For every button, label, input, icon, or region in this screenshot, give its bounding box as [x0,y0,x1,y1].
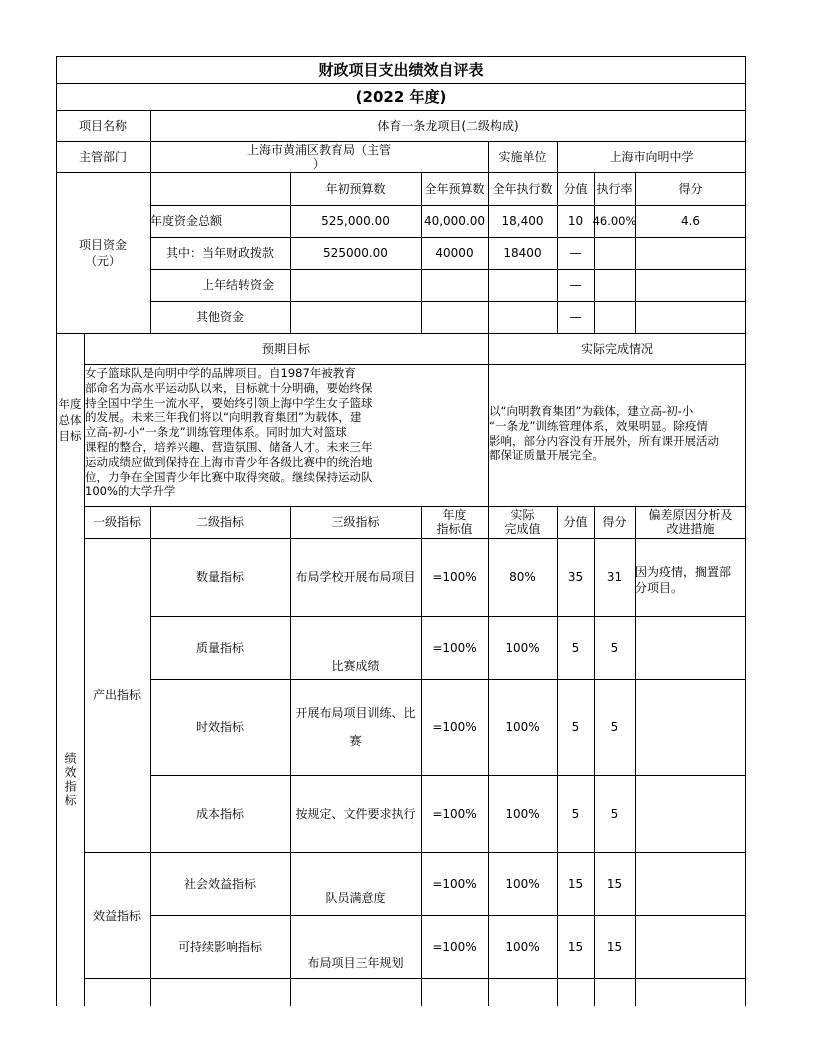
funds-row-rate [594,269,635,301]
funds-row-score-value: — [569,246,582,260]
indicators-header-score-value: 分值 [563,515,588,529]
funds-header-score: 得分 [678,181,703,196]
funds-label [56,172,150,333]
indicator-score: 5 [610,806,619,821]
indicators-side-label: 绩效指标 [63,752,77,808]
funds-row-score-value: — [569,310,582,324]
indicator-deviation-line1: 因为疫情，搁置部 [635,565,732,579]
actual-goal-header: 实际完成情况 [580,341,653,356]
indicators-header-deviation-line2: 改进措施 [666,522,715,536]
indicator-level3 [290,679,421,775]
dept-label: 主管部门 [78,149,127,164]
funds-label-line1: 项目资金 [78,237,127,252]
dept-value [150,141,488,172]
funds-row-rate: 46.00% [592,214,637,228]
indicator-actual: 100% [505,720,540,734]
expected-goal-line: 立高-初-小“一条龙”训练管理体系。同时加大对篮球 [85,425,347,440]
funds-header-rate: 执行率 [596,181,633,196]
expected-goal-text [85,366,487,505]
indicators-header-actual-line2: 完成值 [504,522,541,536]
funds-header-score-value: 分值 [563,181,588,196]
funds-header-initial: 年初预算数 [325,181,386,196]
indicator-deviation-line2: 分项目。 [635,581,684,595]
expected-goal-line: 持全国中学生一流水平，要始终引领上海中学生女子篮球 [85,395,373,410]
indicator-score-value: 15 [567,939,584,954]
funds-row-score [635,301,746,333]
funds-row-annual: 40000 [435,246,474,260]
indicator-actual: 100% [505,640,540,655]
indicator-target: =100% [432,806,477,821]
funds-row-label: 上年结转资金 [201,278,274,292]
actual-goal-line: 影响，部分内容没有开展外，所有课开展活动 [489,433,719,448]
indicator-target: =100% [432,876,477,891]
indicator-actual: 80% [509,570,536,584]
expected-goal-line: 女子篮球队是向明中学的品牌项目。自1987年被教育 [85,366,356,380]
indicator-score-value: 5 [571,640,580,655]
indicator-level2: 社会效益指标 [183,876,256,891]
project-name-label: 项目名称 [78,118,127,133]
project-name-value: 体育一条龙项目(二级构成) [377,118,519,133]
funds-row-score [635,269,746,301]
expected-goal-header: 预期目标 [261,341,310,356]
indicator-score: 15 [606,939,623,954]
indicators-header-actual [488,506,557,538]
expected-goal-line: 100%的大学升学 [85,484,176,499]
indicators-header-score: 得分 [602,515,627,529]
indicator-level3-line2: 赛 [349,734,362,748]
indicators-header-deviation-line1: 偏差原因分析及 [648,508,733,522]
actual-goal-line: 都保证质量开展完全。 [489,448,604,463]
indicator-actual: 100% [505,806,540,821]
indicators-header-level3: 三级指标 [331,515,380,529]
funds-label-line2: （元） [84,253,121,268]
indicators-header-deviation [635,506,746,538]
dept-value-line2: ） [312,156,325,171]
page-subtitle: (2022 年度) [355,87,447,106]
indicator-score-value: 35 [567,570,584,584]
funds-row-initial [290,269,421,301]
goals-side-label [56,333,84,506]
funds-row-executed [488,269,557,301]
funds-row-score [635,237,746,269]
funds-row-label: 其中：当年财政拨款 [165,246,274,260]
funds-row-initial: 525,000.00 [321,214,390,228]
indicator-level3-line1: 开展布局项目训练、比 [295,706,416,720]
indicator-target: =100% [432,720,477,734]
page-title: 财政项目支出绩效自评表 [318,60,484,79]
goals-side-label-1: 年度 [58,396,82,411]
funds-row-executed [488,301,557,333]
funds-row-executed: 18400 [503,246,542,260]
indicator-score: 31 [606,570,623,584]
indicator-score-value: 5 [571,806,580,821]
indicator-target: =100% [432,939,477,954]
indicators-header-target [421,506,488,538]
funds-row-annual [421,301,488,333]
indicator-level2: 可持续影响指标 [177,939,262,954]
indicator-score-value: 5 [571,720,580,734]
funds-row-rate [594,237,635,269]
goals-side-label-2: 总体 [58,412,82,427]
indicator-level2: 质量指标 [195,640,244,655]
output-indicator-label: 产出指标 [92,688,141,702]
indicator-score: 5 [610,640,619,655]
indicator-deviation [635,560,746,600]
actual-goal-text [489,404,745,463]
actual-goal-line: 以“向明教育集团”为载体，建立高-初-小 [489,404,694,418]
indicators-header-target-line1: 年度 [442,508,467,522]
funds-row-initial [290,301,421,333]
funds-header-executed: 全年执行数 [492,181,553,196]
funds-row-initial: 525000.00 [323,246,388,260]
indicator-level2: 数量指标 [195,570,244,584]
funds-row-executed: 18,400 [501,214,544,228]
goals-side-label-3: 目标 [58,428,82,443]
indicator-level3: 布局学校开展布局项目 [295,570,416,584]
benefit-indicator-label: 效益指标 [92,909,141,923]
indicator-target: =100% [432,570,477,584]
indicator-level3: 布局项目三年规划 [307,955,404,970]
expected-goal-line: 的发展。未来三年我们将以“向明教育集团”为载体，建 [85,410,362,425]
funds-row-annual: 40,000.00 [423,214,486,228]
indicator-level2: 时效指标 [195,720,244,734]
funds-header-annual: 全年预算数 [424,181,485,196]
expected-goal-line: 位，力争在全国青少年比赛中取得突破。继续保持运动队 [85,469,373,484]
indicator-target: =100% [432,640,477,655]
funds-row-label: 年度资金总额 [150,214,223,228]
indicator-level3: 比赛成绩 [331,658,380,673]
dept-value-line1: 上海市黄浦区教育局（主管 [246,142,391,157]
indicator-level2: 成本指标 [195,806,244,821]
expected-goal-line: 课程的整合，培养兴趣、营造氛围、储备人才。未来三年 [85,439,373,454]
indicator-score: 15 [606,876,623,891]
funds-row-label: 其他资金 [195,310,244,324]
indicators-header-actual-line1: 实际 [510,508,535,522]
indicator-score: 5 [610,720,619,734]
indicator-actual: 100% [505,876,540,891]
funds-row-annual [421,269,488,301]
indicator-score-value: 15 [567,876,584,891]
indicator-actual: 100% [505,939,540,954]
impl-value: 上海市向明中学 [609,149,694,164]
impl-label: 实施单位 [498,149,547,164]
indicators-header-level2: 二级指标 [195,515,244,529]
actual-goal-line: “一条龙”训练管理体系，效果明显。除疫情 [489,418,708,433]
funds-row-score: 4.6 [680,214,701,228]
indicator-level3: 队员满意度 [325,890,386,905]
expected-goal-line: 运动成绩应做到保持在上海市青少年各级比赛中的统治地 [85,454,373,469]
funds-row-score-value: 10 [567,214,584,228]
expected-goal-line: 部命名为高水平运动队以来，目标就十分明确，要始终保 [85,380,373,395]
indicators-header-target-line2: 指标值 [436,522,473,536]
indicators-header-level1: 一级指标 [92,515,141,529]
funds-row-rate [594,301,635,333]
indicator-level3: 按规定、文件要求执行 [295,806,416,821]
funds-row-score-value: — [569,278,582,292]
